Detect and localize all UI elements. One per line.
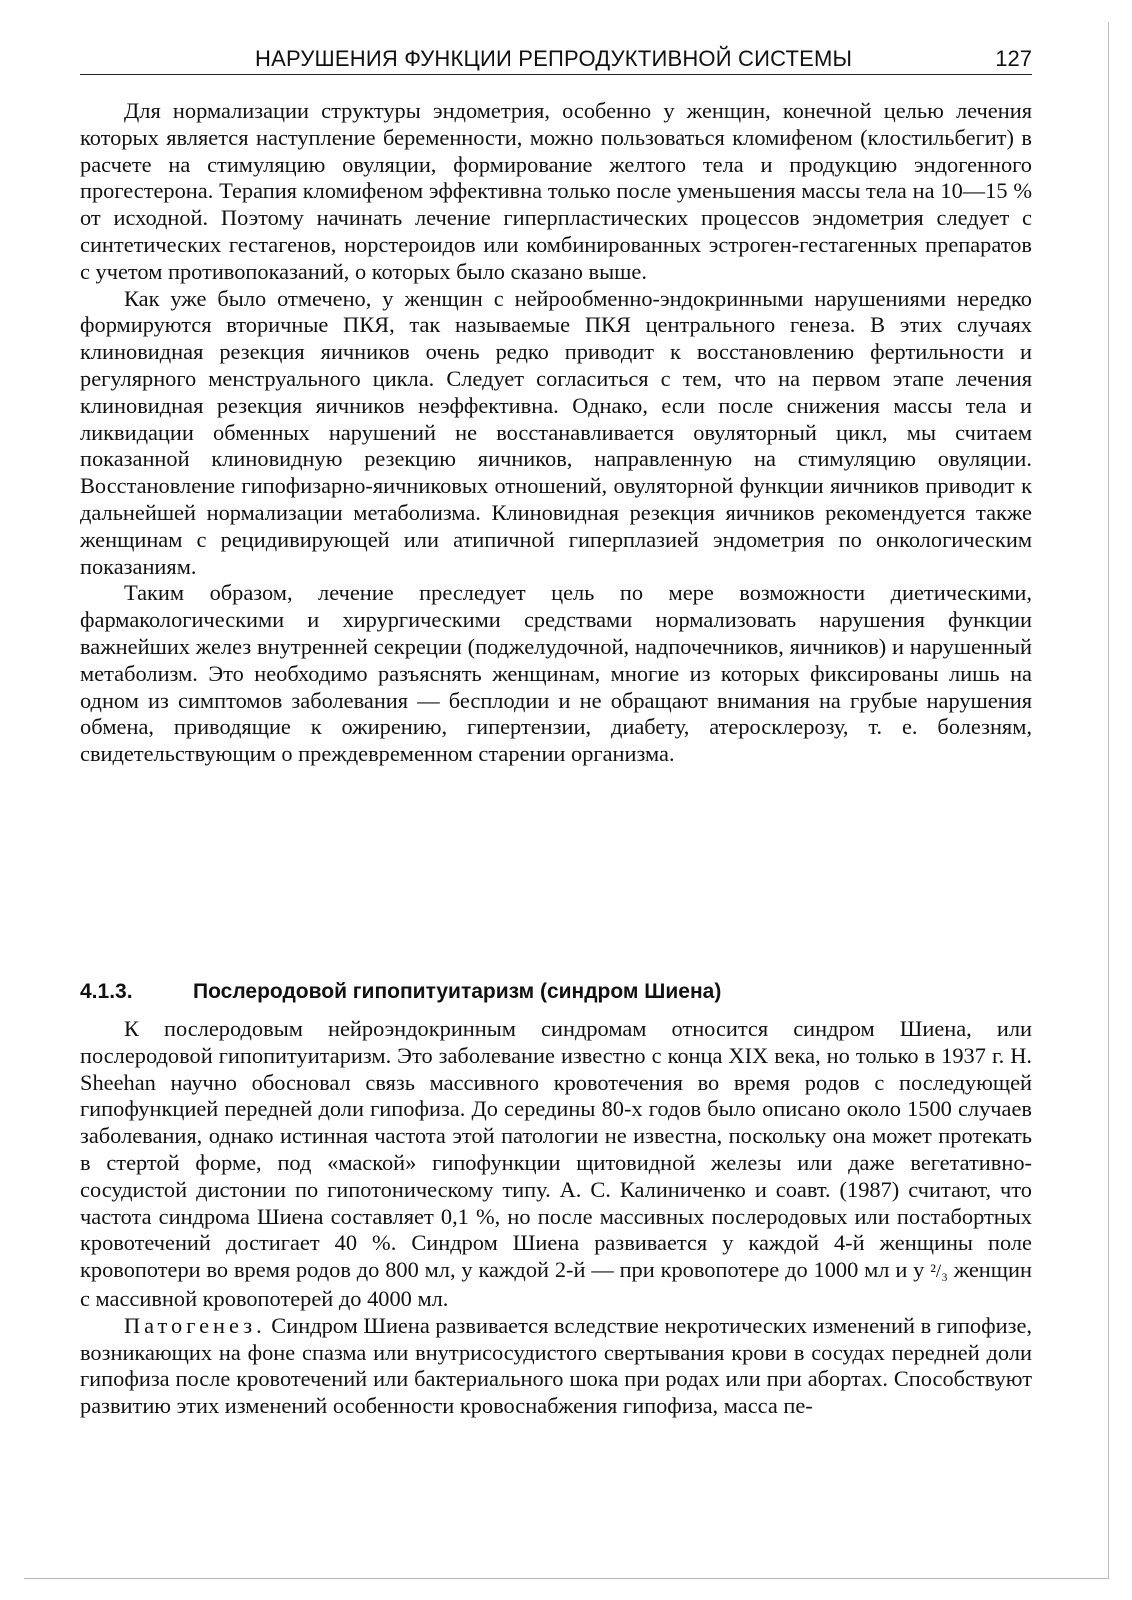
paragraph: Как уже было отмечено, у женщин с нейрообменно-эндокринными нарушениями нередко формируются вторичные ПКЯ, так называемые ПКЯ центрального генеза. В этих случаях клиновидная резекция яичников очень редко приводит к восстановлению фертильности и регулярного менструального цикла. Следует согласиться с тем, что на первом этапе лечения клиновидная резекция яичников неэффективна. Однако, если после снижения массы тела и ликвидации обменных нарушений не восстанавливается овуляторный цикл, мы считаем показанной клиновидную резекцию яичников, направленную на стимуляцию овуляции. Восстановление гипофизарно-яичниковых отношений, овуляторной функции яичников приводит к дальнейшей нормализации метаболизма. Клиновидная резекция яичников рекомендуется также женщинам с рецидивирующей или атипичной гиперплазией эндометрия по онкологическим показаниям.: [80, 285, 1032, 579]
paragraph-text-end: женщин с массивной кровопотерей до 4000 мл.: [80, 1257, 1032, 1311]
body-text-top: [80, 98, 1032, 768]
section-title: Послеродовой гипопитуитаризм (синдром Шиена): [193, 980, 722, 1003]
paragraph: Для нормализации структуры эндометрия, особенно у женщин, конечной целью лечения которых является наступление беременности, можно пользоваться кломифеном (клостильбегит) в расчете на стимуляцию овуляции, формирование желтого тела и продукцию эндогенного прогестерона. Терапия кломифеном эффективна только после уменьшения массы тела на 10—15 % от исходной. Поэтому начинать лечение гиперпластических процессов эндометрия следует с синтетических гестагенов, норстероидов или комбинированных эстроген-гестагенных препаратов с учетом противопоказаний, о которых было сказано выше.: [80, 98, 1032, 284]
fraction: ²/₃: [930, 1261, 948, 1283]
paragraph: [80, 1016, 1032, 1313]
paragraph-lead: Патогенез.: [124, 1312, 266, 1338]
running-header: [80, 46, 1032, 75]
page-number: 127: [995, 46, 1032, 71]
paragraph-text: К послеродовым нейроэндокринным синдромам относится синдром Шиена, или послеродовой гипопитуитаризм. Это заболевание известно с конца XIX века, но только в 1937 г. H. Sheehan научно обосновал связь массивного кровотечения во время родов с последующей гипофункцией передней доли гипофиза. До середины 80-х годов было описано около 1500 случаев заболевания, однако истинная частота этой патологии не известна, поскольку она может протекать в стертой форме, под «маской» гипофункции щитовидной железы или даже вегетативно-сосудистой дистонии по гипотоническому типу. А. С. Калиниченко и соавт. (1987) считают, что частота синдрома Шиена составляет 0,1 %, но после массивных послеродовых или постабортных кровотечений достигает 40 %. Синдром Шиена развивается у каждой 4-й женщины поле кровопотери во время родов до 800 мл, у каждой 2-й — при кровопотере до 1000 мл и у: [80, 1016, 1032, 1283]
section-number: 4.1.3.: [80, 980, 133, 1003]
paragraph: Таким образом, лечение преследует цель по мере возможности диетическими, фармакологическими и хирургическими средствами нормализовать нарушения функции важнейших желез внутренней секреции (поджелудочной, надпочечников, яичников) и нарушенный метаболизм. Это необходимо разъяснять женщинам, многие из которых фиксированы лишь на одном из симптомов заболевания — бесплодии и не обращают внимания на грубые нарушения обмена, приводящие к ожирению, гипертензии, диабету, атеросклерозу, т. е. болезням, свидетельствующим о преждевременном старении организма.: [80, 580, 1032, 767]
paragraph: [80, 1313, 1032, 1420]
paragraph-text: Синдром Шиена развивается вследствие некротических изменений в гипофизе, возникающих на фоне спазма или внутрисосудистого свертывания крови в сосудах передней доли гипофиза после кровотечений или бактериального шока при родах или при абортах. Способствуют развитию этих изменений особенности кровоснабжения гипофиза, масса пе-: [80, 1312, 1032, 1419]
running-title: НАРУШЕНИЯ ФУНКЦИИ РЕПРОДУКТИВНОЙ СИСТЕМЫ: [255, 46, 853, 71]
body-text-bottom: [80, 1016, 1032, 1420]
